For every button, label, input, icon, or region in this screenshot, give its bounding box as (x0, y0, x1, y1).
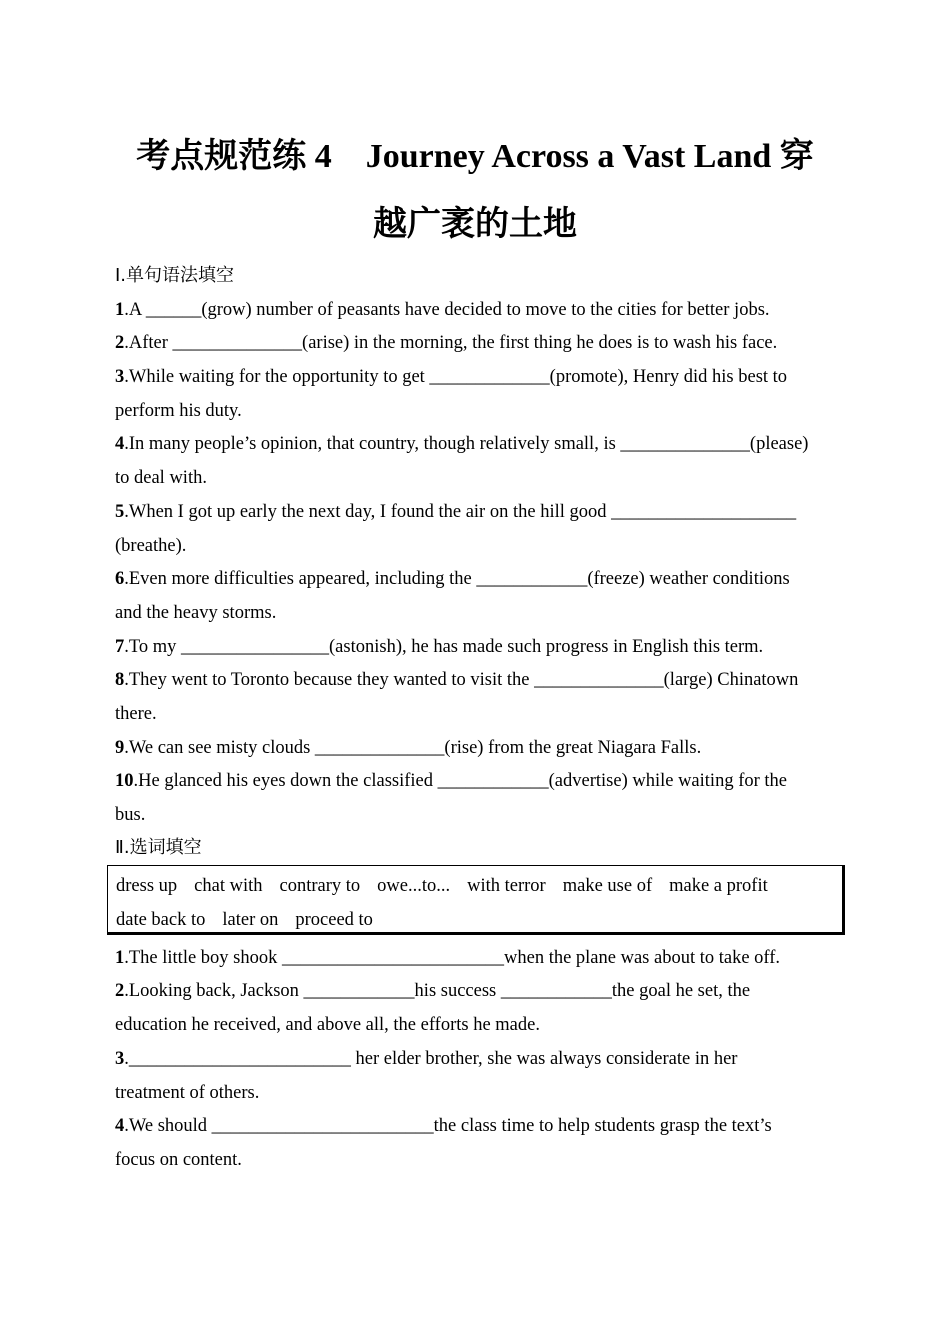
fill-question-4-line: 4.We should ________________________the class time to help students grasp the text’s (115, 1116, 772, 1136)
question-7-line: 7.To my ________________(astonish), he has made such progress in English this term. (115, 637, 764, 657)
word-option: dress up (116, 876, 178, 896)
word-bank-box (107, 865, 845, 935)
word-option: later on (222, 910, 279, 930)
fill-question-1-line: 1.The little boy shook ________________________when the plane was about to take off. (115, 948, 781, 968)
word-bank-row-1 (116, 874, 785, 898)
question-8-line: 8.They went to Toronto because they wanted to visit the ______________(large) Chinatown (115, 670, 799, 690)
question-5-line: 5.When I got up early the next day, I found the air on the hill good ____________________ (115, 502, 797, 522)
fill-question-2-line: 2.Looking back, Jackson ____________his success ____________the goal he set, the (115, 981, 751, 1001)
question-3-line: 3.While waiting for the opportunity to get _____________(promote), Henry did his best to (115, 367, 788, 387)
section-1-heading: Ⅰ.单句语法填空 (115, 265, 235, 286)
question-4-continuation: to deal with. (115, 468, 207, 488)
question-2-line: 2.After ______________(arise) in the morning, the first thing he does is to wash his face. (115, 333, 778, 353)
word-option: proceed to (295, 910, 373, 930)
word-option: date back to (116, 910, 206, 930)
question-10-line: 10.He glanced his eyes down the classified ____________(advertise) while waiting for the (115, 771, 787, 791)
word-option: owe...to... (377, 876, 451, 896)
fill-question-3-continuation: treatment of others. (115, 1083, 260, 1103)
question-9-line: 9.We can see misty clouds ______________(rise) from the great Niagara Falls. (115, 738, 702, 758)
fill-question-2-continuation: education he received, and above all, the efforts he made. (115, 1015, 540, 1035)
word-option: contrary to (279, 876, 361, 896)
word-option: with terror (467, 876, 546, 896)
fill-question-4-continuation: focus on content. (115, 1150, 242, 1170)
question-3-continuation: perform his duty. (115, 401, 242, 421)
section-2-heading: Ⅱ.选词填空 (115, 837, 202, 858)
question-5-continuation: (breathe). (115, 536, 187, 556)
title-line-1: 考点规范练 4 Journey Across a Vast Land 穿 (136, 138, 814, 175)
word-option: make a profit (669, 876, 768, 896)
question-10-continuation: bus. (115, 805, 146, 825)
word-option: chat with (194, 876, 263, 896)
word-option: make use of (562, 876, 653, 896)
word-bank-row-2 (116, 908, 390, 932)
fill-question-3-line: 3.________________________ her elder brother, she was always considerate in her (115, 1049, 738, 1069)
question-1-line: 1.A ______(grow) number of peasants have decided to move to the cities for better jobs. (115, 300, 770, 320)
question-8-continuation: there. (115, 704, 157, 724)
title-line-2: 越广袤的土地 (373, 206, 577, 243)
question-6-line: 6.Even more difficulties appeared, including the ____________(freeze) weather conditions (115, 569, 790, 589)
question-4-line: 4.In many people’s opinion, that country, though relatively small, is ______________(please) (115, 434, 809, 454)
question-6-continuation: and the heavy storms. (115, 603, 277, 623)
